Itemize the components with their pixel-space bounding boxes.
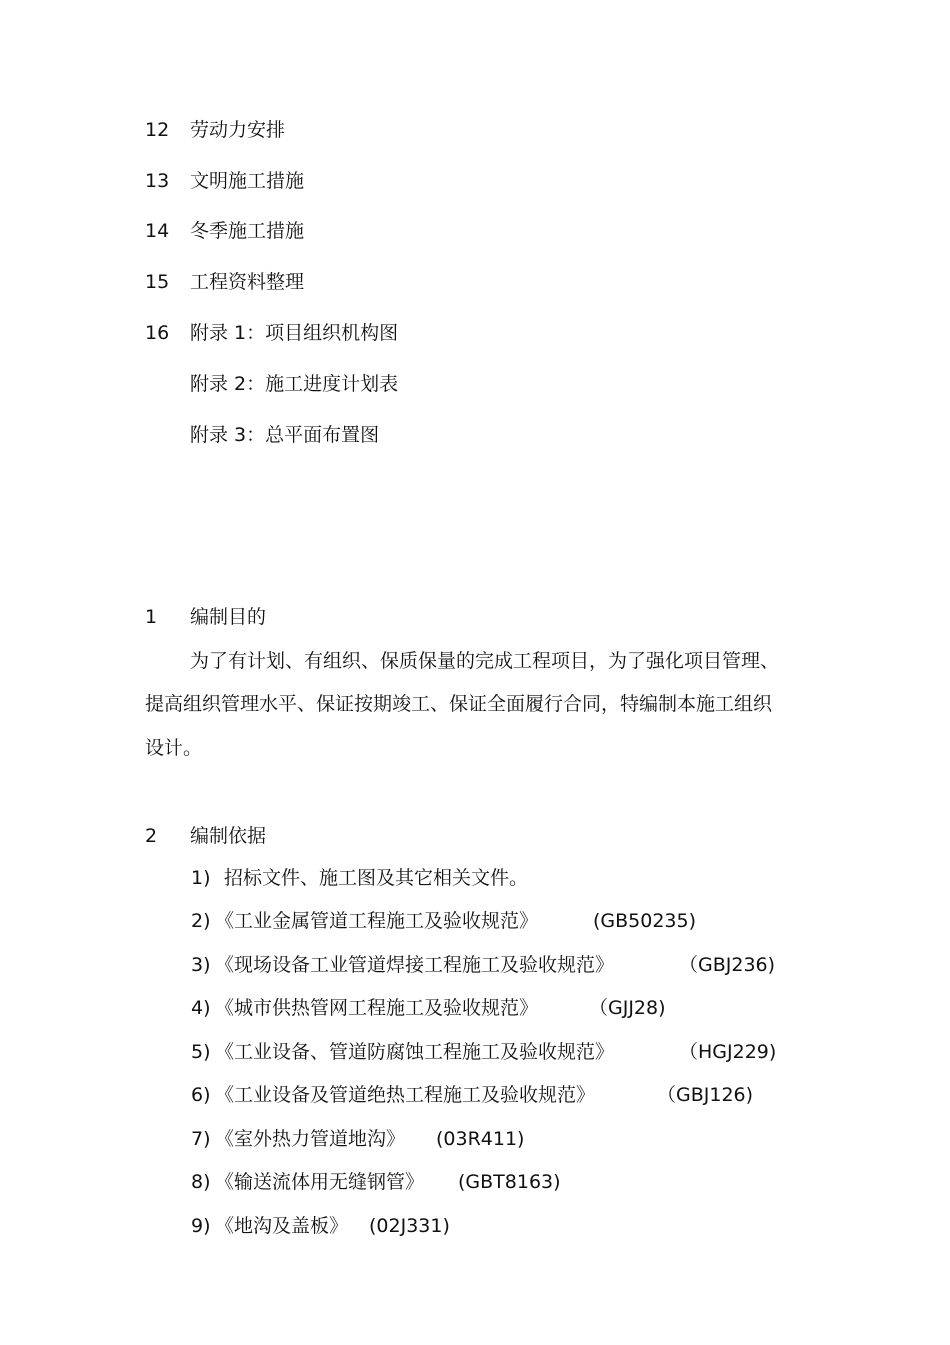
reference-title: 《工业金属管道工程施工及验收规范》: [215, 910, 539, 932]
paragraph-line: 设计。: [145, 737, 203, 759]
reference-code: (GBT8163): [458, 1171, 561, 1193]
toc-item-text: 文明施工措施: [190, 170, 305, 192]
reference-code: （GBJ126): [657, 1084, 754, 1106]
reference-title: 《室外热力管道地沟》: [215, 1128, 406, 1150]
reference-item: [191, 1214, 450, 1238]
paragraph-line: 提高组织管理水平、保证按期竣工、保证全面履行合同，特编制本施工组织: [145, 693, 773, 715]
reference-title: 招标文件、施工图及其它相关文件。: [224, 867, 529, 889]
reference-number: 6): [191, 1084, 211, 1106]
toc-item-number: 16: [145, 322, 170, 344]
reference-title: 《工业设备、管道防腐蚀工程施工及验收规范》: [215, 1041, 615, 1063]
reference-code: (02J331): [369, 1215, 450, 1237]
reference-item: [191, 866, 528, 890]
toc-item-text: 劳动力安排: [190, 119, 286, 141]
section-number: 1: [145, 606, 158, 628]
reference-item: [191, 909, 697, 933]
toc-item-number: 12: [145, 119, 170, 141]
reference-code: （HGJ229): [679, 1041, 777, 1063]
reference-item: [191, 1083, 754, 1107]
reference-item: [191, 996, 666, 1020]
section-title: 编制依据: [190, 825, 267, 847]
paragraph-line: 为了有计划、有组织、保质保量的完成工程项目，为了强化项目管理、: [190, 650, 780, 672]
toc-item-text: 附录 2：施工进度计划表: [190, 373, 399, 395]
reference-title: 《现场设备工业管道焊接工程施工及验收规范》: [215, 954, 615, 976]
section-number: 2: [145, 825, 158, 847]
reference-number: 4): [191, 997, 211, 1019]
reference-code: （GJJ28): [589, 997, 666, 1019]
reference-number: 9): [191, 1215, 211, 1237]
reference-code: (GB50235): [593, 910, 697, 932]
toc-item-text: 附录 1：项目组织机构图: [190, 322, 399, 344]
toc-item-text: 工程资料整理: [190, 271, 305, 293]
reference-number: 7): [191, 1128, 211, 1150]
toc-item-text: 附录 3：总平面布置图: [190, 424, 380, 446]
reference-number: 5): [191, 1041, 211, 1063]
toc-item-number: 13: [145, 170, 170, 192]
reference-item: [191, 1127, 525, 1151]
reference-title: 《输送流体用无缝钢管》: [215, 1171, 425, 1193]
reference-item: [191, 1040, 777, 1064]
reference-number: 8): [191, 1171, 211, 1193]
reference-number: 2): [191, 910, 211, 932]
toc-item-text: 冬季施工措施: [190, 220, 305, 242]
reference-title: 《地沟及盖板》: [215, 1215, 349, 1237]
reference-item: [191, 953, 776, 977]
reference-number: 3): [191, 954, 211, 976]
section-title: 编制目的: [190, 606, 267, 628]
toc-item-number: 14: [145, 220, 170, 242]
toc-item-number: 15: [145, 271, 170, 293]
reference-number: 1): [191, 867, 211, 889]
reference-code: （GBJ236): [679, 954, 776, 976]
reference-title: 《城市供热管网工程施工及验收规范》: [215, 997, 539, 1019]
reference-code: (03R411): [436, 1128, 525, 1150]
reference-item: [191, 1170, 561, 1194]
reference-title: 《工业设备及管道绝热工程施工及验收规范》: [215, 1084, 596, 1106]
